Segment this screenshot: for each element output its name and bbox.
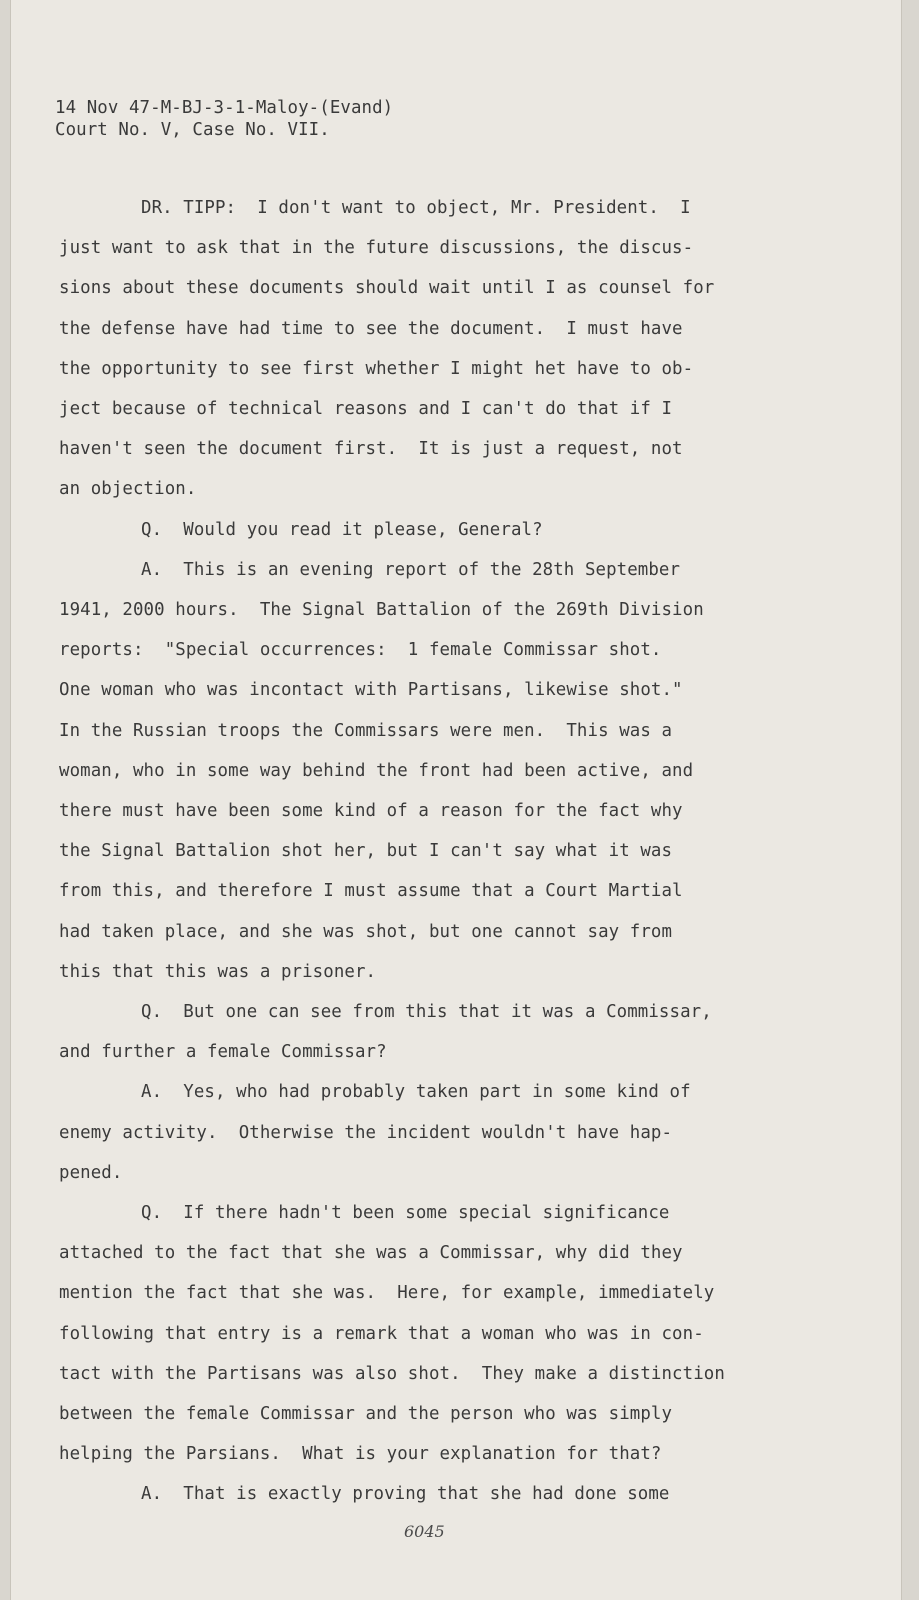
transcript-line: mention the fact that she was. Here, for example, immediately [59,1283,715,1304]
transcript-line: In the Russian troops the Commissars were men. This was a [59,720,673,741]
transcript-line: had taken place, and she was shot, but one cannot say from [59,921,673,942]
transcript-line: just want to ask that in the future discussions, the discus- [59,238,694,259]
transcript-line: between the female Commissar and the person who was simply [59,1404,673,1424]
transcript-line: One woman who was incontact with Partisans, likewise shot." [59,680,683,701]
transcript-line: from this, and therefore I must assume that a Court Martial [59,881,683,902]
transcript-line: this that this was a prisoner. [59,961,377,982]
transcript-line: DR. TIPP: I don't want to object, Mr. President. I [141,198,691,218]
page-number: 6045 [404,1522,445,1541]
transcript-line: Q. But one can see from this that it was a Commissar, [141,1002,712,1022]
transcript-line: reports: "Special occurrences: 1 female Commissar shot. [59,640,662,661]
transcript-line: A. That is exactly proving that she had done some [141,1484,670,1505]
transcript-line: there must have been some kind of a reason for the fact why [59,801,683,821]
transcript-line: attached to the fact that she was a Commissar, why did they [59,1243,683,1264]
transcript-line: helping the Parsians. What is your explanation for that? [59,1444,662,1465]
transcript-line: enemy activity. Otherwise the incident wouldn't have hap- [59,1122,673,1143]
header-court-line: Court No. V, Case No. VII. [55,120,330,140]
header-date-line: 14 Nov 47-M-BJ-3-1-Maloy-(Evand) [55,98,394,118]
transcript-line: woman, who in some way behind the front had been active, and [59,760,694,781]
transcript-line: and further a female Commissar? [59,1042,387,1063]
transcript-line: an objection. [59,479,197,500]
transcript-line: following that entry is a remark that a woman who was in con- [59,1323,704,1344]
transcript-line: pened. [59,1162,123,1183]
transcript-line: tact with the Partisans was also shot. They make a distinction [59,1363,725,1384]
transcript-line: the opportunity to see first whether I might het have to ob- [59,358,694,379]
transcript-line: Q. Would you read it please, General? [141,519,543,540]
transcript-line: ject because of technical reasons and I can't do that if I [59,399,673,419]
transcript-line: the defense have had time to see the document. I must have [59,318,683,339]
transcript-line: Q. If there hadn't been some special significance [141,1203,670,1223]
transcript-line: the Signal Battalion shot her, but I can't say what it was [59,841,673,862]
transcript-line: sions about these documents should wait until I as counsel for [59,278,715,299]
transcript-line: A. Yes, who had probably taken part in some kind of [141,1082,691,1103]
transcript-line: haven't seen the document first. It is just a request, not [59,439,683,460]
document-page [10,0,902,1600]
transcript-line: A. This is an evening report of the 28th September [141,559,681,580]
transcript-line: 1941, 2000 hours. The Signal Battalion of the 269th Division [59,600,704,620]
